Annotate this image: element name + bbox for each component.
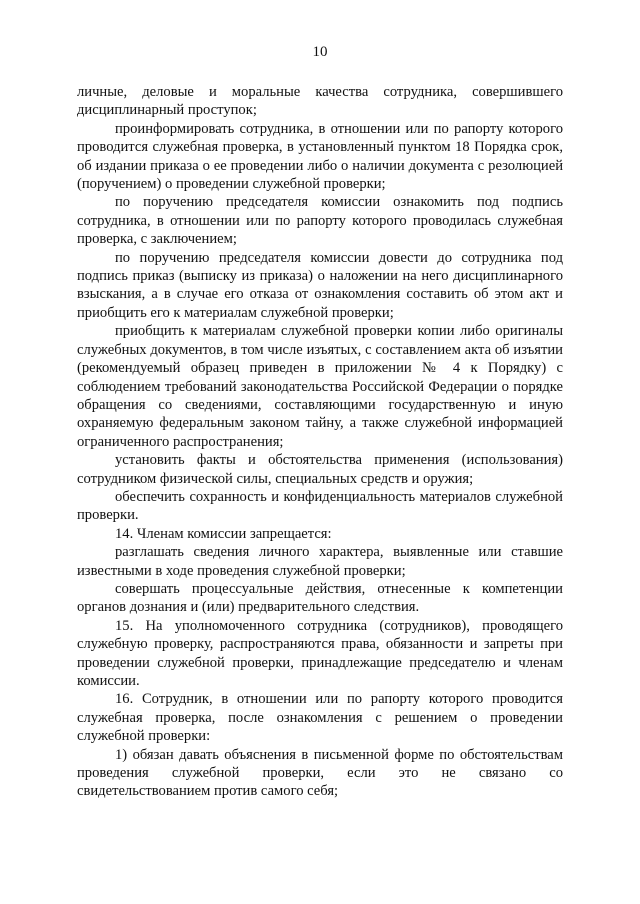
paragraph: 14. Членам комиссии запрещается: (115, 525, 332, 542)
paragraph: приобщить к материалам служебной проверки копии либо оригиналы служебных документов, в том числе изъятых, с составлением акта об изъятии (рекомендуемый образец приведен в приложении № 4 к Порядку) с соблюдением требований законодательства Российской Федерации о порядке обращения со сведениями, составляющими государственную и иную охраняемую федеральным законом тайну, а также служебной информацией ограниченного распространения; (77, 323, 563, 450)
paragraph: 15. На уполномоченного сотрудника (сотрудников), проводящего служебную проверку, распространяются права, обязанности и запреты при проведении служебной проверки, принадлежащие председателю и членам комиссии. (77, 617, 563, 689)
paragraph: 1) обязан давать объяснения в письменной форме по обстоятельствам проведения служебной проверки, если это не связано со свидетельствованием против самого себя; (77, 746, 563, 800)
paragraph: разглашать сведения личного характера, выявленные или ставшие известными в ходе проведения служебной проверки; (77, 544, 563, 579)
paragraph: 16. Сотрудник, в отношении или по рапорту которого проводится служебная проверка, после ознакомления с решением о проведении служебной проверки: (77, 691, 563, 745)
paragraph: личные, деловые и моральные качества сотрудника, совершившего дисциплинарный проступок; (77, 84, 563, 119)
paragraph: по поручению председателя комиссии ознакомить под подпись сотрудника, в отношении или по рапорту которого проводилась служебная проверка, с заключением; (77, 194, 563, 248)
page-number: 10 (312, 44, 328, 60)
paragraph: проинформировать сотрудника, в отношении или по рапорту которого проводится служебная проверка, в установленный пунктом 18 Порядка срок, об издании приказа о ее проведении либо о наличии документа с резолюцией (поручением) о проведении служебной проверки; (77, 120, 563, 193)
paragraph: по поручению председателя комиссии довести до сотрудника под подпись приказ (выписку из приказа) о наложении на него дисциплинарного взыскания, а в случае его отказа от ознакомления составить об этом акт и приобщить его к материалам служебной проверки; (77, 249, 563, 321)
paragraph: установить факты и обстоятельства применения (использования) сотрудником физической силы, специальных средств и оружия; (77, 452, 563, 487)
paragraph: обеспечить сохранность и конфиденциальность материалов служебной проверки. (77, 488, 563, 524)
paragraph: совершать процессуальные действия, отнесенные к компетенции органов дознания и (или) предварительного следствия. (77, 580, 563, 616)
document-body (77, 83, 563, 801)
